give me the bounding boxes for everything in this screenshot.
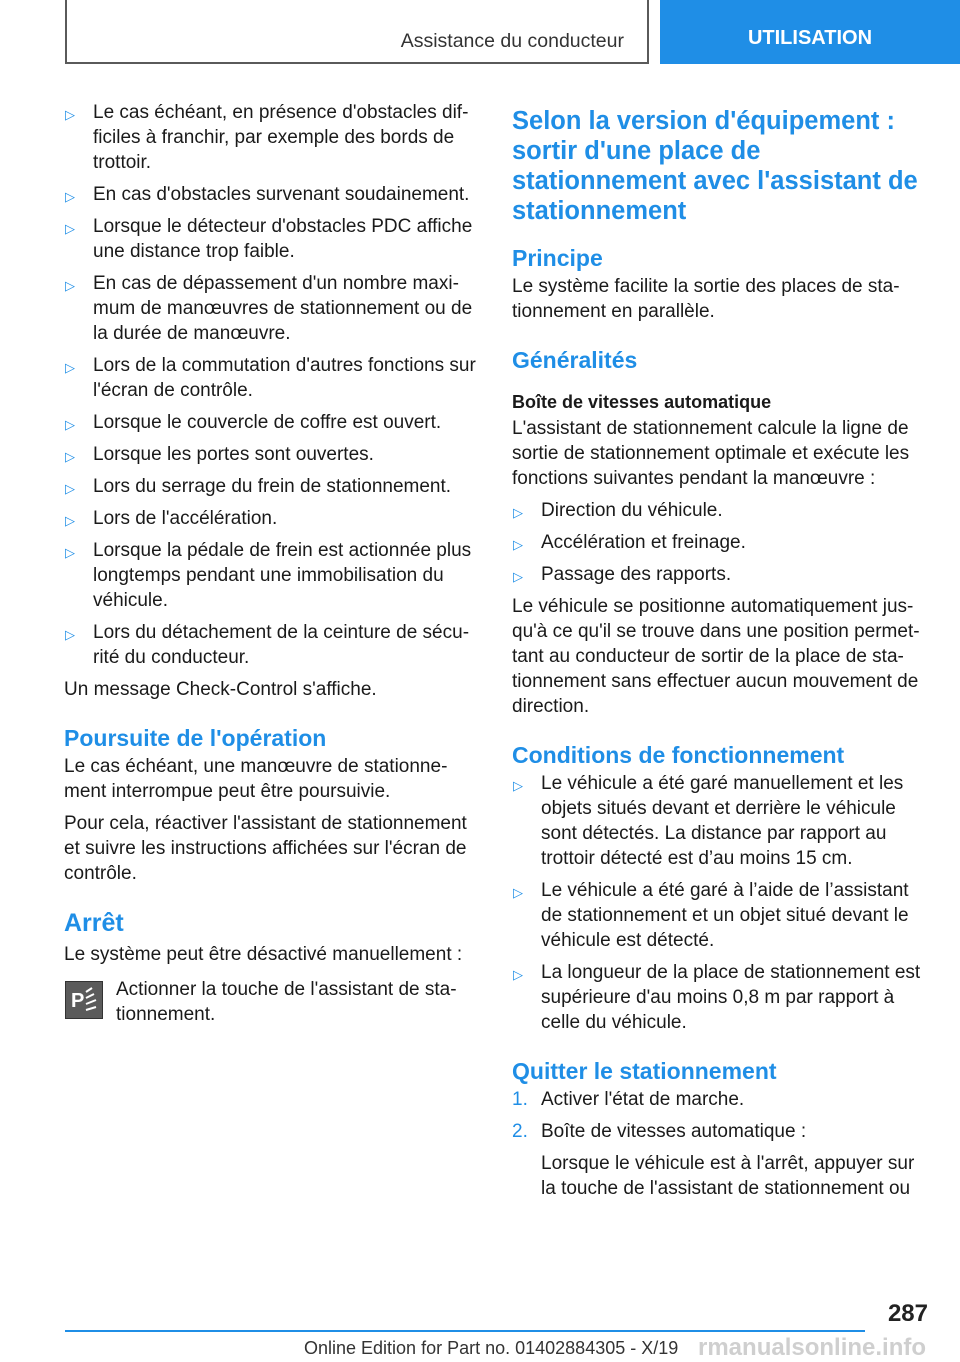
list-item: ▷ Passage des rapports.: [512, 562, 932, 587]
arret-action-text: Actionner la touche de l'assistant de stationnement.: [116, 979, 457, 1025]
tab-utilisation[interactable]: UTILISATION: [660, 0, 960, 64]
boite-heading: Boîte de vitesses automatique: [512, 392, 772, 412]
list-item: ▷ Lorsque le détecteur d'obstacles PDC affiche une distance trop faible.: [65, 216, 473, 262]
footer-edition: Online Edition for Part no. 01402884305 - X/19: [304, 1338, 679, 1358]
main-heading: Selon la version d'équipement : sortir d'une place de stationnement avec l'assistant de stationnement: [512, 107, 918, 225]
list-item: ▷ Lorsque la pédale de frein est actionnée plus longtemps pendant une immobilisation du véhicule.: [65, 540, 472, 611]
list-item: ▷ La longueur de la place de stationnement est supérieure d'au moins 0,8 m par rapport à celle du véhicule.: [513, 962, 921, 1033]
list-item: ▷ Accélération et freinage.: [512, 530, 932, 555]
triangle-bullet-icon: ▷: [513, 569, 523, 584]
conditions-list: [512, 771, 932, 1035]
page-number: 287: [887, 1300, 928, 1327]
triangle-bullet-icon: ▷: [65, 189, 75, 204]
watermark: rmanualsonline.info: [698, 1334, 927, 1361]
list-item: ▷ Le cas échéant, en présence d'obstacles difficiles à franchir, par exemple des bords de trottoir.: [65, 102, 469, 173]
triangle-bullet-icon: ▷: [513, 885, 523, 900]
triangle-bullet-icon: ▷: [513, 537, 523, 552]
arret-action: [64, 977, 480, 1027]
arret-heading: Arrêt: [64, 909, 124, 937]
list-item: ▷ Lorsque les portes sont ouvertes.: [64, 442, 480, 467]
list-item: ▷ En cas d'obstacles survenant soudainement.: [64, 182, 480, 207]
triangle-bullet-icon: ▷: [65, 449, 75, 464]
triangle-bullet-icon: ▷: [65, 481, 75, 496]
interruption-list: [64, 100, 480, 670]
list-item: ▷ Lors de la commutation d'autres fonctions sur l'écran de contrôle.: [65, 355, 476, 401]
triangle-bullet-icon: ▷: [65, 360, 75, 375]
triangle-bullet-icon: ▷: [513, 505, 523, 520]
triangle-bullet-icon: ▷: [513, 778, 523, 793]
list-item: ▷ Lorsque le couvercle de coffre est ouvert.: [64, 410, 480, 435]
quitter-heading: Quitter le stationnement: [512, 1058, 777, 1084]
triangle-bullet-icon: ▷: [65, 417, 75, 432]
triangle-bullet-icon: ▷: [513, 967, 523, 982]
poursuite-paragraph-2: Pour cela, réactiver l'assistant de stationnement et suivre les instructions affichées sur l'écran de contrôle.: [64, 813, 467, 884]
poursuite-heading: Poursuite de l'opération: [64, 725, 327, 751]
list-item: ▷ Le véhicule a été garé manuellement et les objets situés devant et derrière le véhicule sont détectés. La distance par rapport au trottoir détecté est d’au moins 15 cm.: [513, 773, 904, 869]
list-item: ▷ Direction du véhicule.: [512, 498, 932, 523]
arret-paragraph: Le système peut être désactivé manuellement :: [64, 944, 463, 965]
list-item: ▷ Lors du détachement de la ceinture de sécurité du conducteur.: [65, 622, 470, 668]
principe-heading: Principe: [512, 245, 603, 271]
list-item: ▷ En cas de dépassement d'un nombre maximum de manœuvres de stationnement ou de la durée de manœuvre.: [65, 273, 473, 344]
principe-paragraph: Le système facilite la sortie des places de stationnement en parallèle.: [512, 276, 900, 322]
check-control-text: Un message Check-Control s'affiche.: [64, 679, 377, 700]
triangle-bullet-icon: ▷: [65, 221, 75, 236]
svg-text:P: P: [71, 990, 85, 1012]
list-item: ▷ Lors du serrage du frein de stationnement.: [64, 474, 480, 499]
section-title: Assistance du conducteur: [400, 30, 624, 52]
list-item: ▷ Le véhicule a été garé à l’aide de l’assistant de stationnement et un objet situé devant le véhicule est détecté.: [513, 880, 909, 951]
triangle-bullet-icon: ▷: [65, 513, 75, 528]
triangle-bullet-icon: ▷: [65, 278, 75, 293]
triangle-bullet-icon: ▷: [65, 627, 75, 642]
list-item: 2. Boîte de vitesses automatique : Lorsque le véhicule est à l'arrêt, appuyer sur la touche de l'assistant de stationnement ou: [512, 1119, 932, 1201]
boite-list: [512, 498, 932, 587]
left-column: [64, 100, 480, 1034]
list-item: 1. Activer l'état de marche.: [512, 1089, 745, 1110]
parking-assistant-button-icon: [65, 981, 103, 1019]
conditions-heading: Conditions de fonctionnement: [512, 742, 845, 768]
boite-paragraph: L'assistant de stationnement calcule la ligne de sortie de stationnement optimale et exécute les fonctions suivantes pendant la manœuvre :: [512, 418, 910, 489]
right-column: [512, 100, 932, 1208]
quitter-steps: [512, 1087, 932, 1201]
footer-divider: [65, 1330, 865, 1332]
triangle-bullet-icon: ▷: [65, 107, 75, 122]
generalites-heading: Généralités: [512, 347, 638, 373]
triangle-bullet-icon: ▷: [65, 545, 75, 560]
boite-paragraph-2: Le véhicule se positionne automatiquement jusqu'à ce qu'il se trouve dans une position permettant au conducteur de sortir de la place de stationnement sans effectuer aucun mouvement de direction.: [512, 596, 920, 717]
step-2-detail: Lorsque le véhicule est à l'arrêt, appuyer sur la touche de l'assistant de stationnement ou: [541, 1153, 915, 1199]
poursuite-paragraph-1: Le cas échéant, une manœuvre de stationnement interrompue peut être poursuivie.: [64, 756, 448, 802]
list-item: ▷ Lors de l'accélération.: [64, 506, 480, 531]
